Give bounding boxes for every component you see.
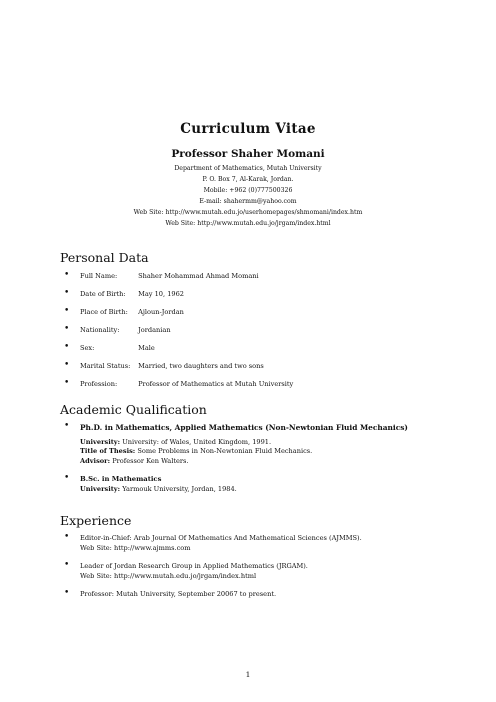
list-item-bsc [60,475,408,494]
phd-degree: • Ph.D. in Mathematics, Applied Mathematics (Non-Newtonian Fluid Mechanics) [80,423,408,432]
list-item-phd [60,423,408,466]
list-item [60,360,293,378]
bsc-degree: • B.Sc. in Mathematics [80,475,162,483]
item-label: Marital Status: [80,362,131,370]
section-heading-academic: Academic Qualification [60,402,207,417]
phd-advisor: Advisor: Professor Ken Walters. [80,456,189,465]
list-item [60,324,293,342]
document-title: Curriculum Vitae [180,121,316,137]
item-value: Jordanian [138,326,171,334]
list-item [60,378,293,396]
item-value: Male [138,344,155,352]
list-item [60,590,362,600]
item-label: Nationality: [80,326,120,334]
address-line: P. O. Box 7, Al-Karak, Jordan. [202,176,294,183]
experience-list [60,534,362,609]
personal-data-list [60,270,293,396]
department-line: Department of Mathematics, Mutah University [174,165,322,172]
item-value: Married, two daughters and two sons [138,362,264,370]
experience-website: Web Site: http://www.ajmms.com [80,543,191,552]
item-label: Full Name: [80,272,118,280]
item-value: Ajloun-Jordan [138,308,184,316]
website-line-1: Web Site: http://www.mutah.edu.jo/userhomepages/shmomani/index.htm [133,209,363,216]
item-label: Profession: [80,380,118,388]
phd-university: University: University: of Wales, United Kingdom, 1991. [80,437,272,446]
author-name: Professor Shaher Momani [171,148,325,160]
experience-website: Web Site: http://www.mutah.edu.jo/jrgam/index.html [80,571,257,580]
list-item [60,562,362,581]
phd-thesis: Title of Thesis: Some Problems in Non-Newtonian Fluid Mechanics. [80,447,313,455]
list-item [60,288,293,306]
list-item [60,270,293,288]
mobile-line: Mobile: +962 (0)777500326 [203,187,293,194]
experience-line: • Professor: Mutah University, September 20067 to present. [80,590,277,598]
contact-block [0,163,496,229]
section-heading-personal: Personal Data [60,250,149,265]
list-item [60,534,362,553]
item-value: Professor of Mathematics at Mutah University [138,380,294,388]
item-value: Shaher Mohammad Ahmad Momani [138,272,259,280]
list-item [60,306,293,324]
page-number: 1 [245,670,251,679]
academic-list [60,423,408,494]
section-heading-experience: Experience [60,513,132,528]
item-value: May 10, 1962 [138,290,184,298]
website-line-2: Web Site: http://www.mutah.edu.jo/jrgam/index.html [165,220,331,227]
list-item [60,342,293,360]
item-label: Sex: [80,344,95,352]
experience-line: • Leader of Jordan Research Group in Applied Mathematics (JRGAM). [80,562,308,570]
experience-line: • Editor-in-Chief: Arab Journal Of Mathematics And Mathematical Sciences (AJMMS). [80,534,362,542]
item-label: Date of Birth: [80,290,126,298]
item-label: Place of Birth: [80,308,128,316]
bsc-university: University: Yarmouk University, Jordan, 1984. [80,484,237,493]
email-line: E-mail: shahermm@yahoo.com [199,198,297,205]
